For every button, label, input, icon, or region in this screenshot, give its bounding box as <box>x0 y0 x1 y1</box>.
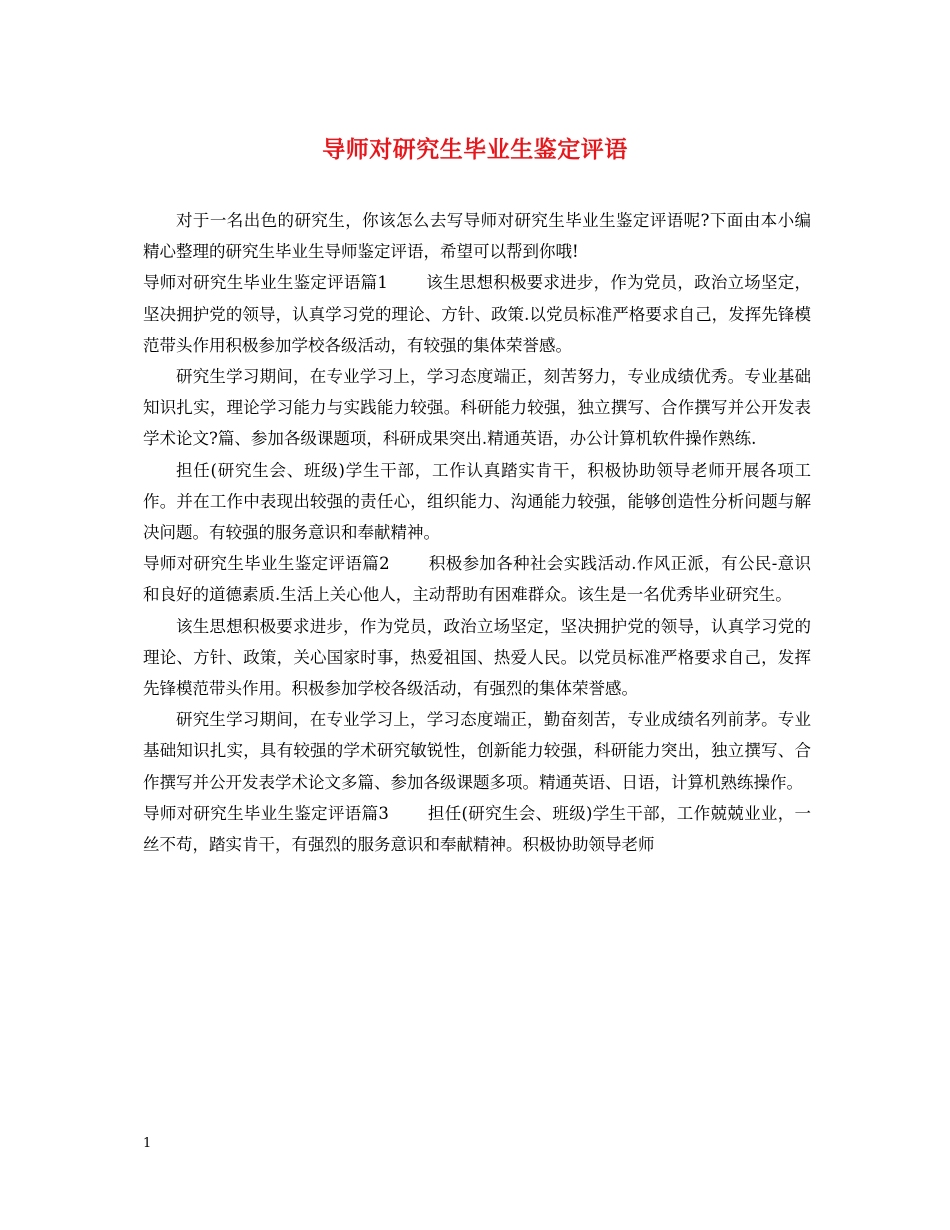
study-paragraph-2 <box>143 704 811 798</box>
study-paragraph <box>143 361 811 455</box>
section-1-paragraph <box>143 267 811 361</box>
intro-paragraph <box>143 205 811 267</box>
section-heading: 导师对研究生毕业生鉴定评语篇2 <box>143 554 390 574</box>
paragraph-text: 担任(研究生会、班级)学生干部，工作兢兢业业，一丝不苟，踏实肯干，有强烈的服务意识和奉献精神。积极协助领导老师 <box>143 803 812 855</box>
paragraph-text: 积极参加各种社会实践活动.作风正派，有公民-意识和良好的道德素质.生活上关心他人，主动帮助有困难群众。该生是一名优秀毕业研究生。 <box>143 554 812 605</box>
document-body <box>143 205 811 860</box>
section-heading: 导师对研究生毕业生鉴定评语篇3 <box>143 803 389 823</box>
paragraph-text: 该生思想积极要求进步，作为党员，政治立场坚定，坚决拥护党的领导，认真学习党的理论、方针、政策.以党员标准严格要求自己，发挥先锋模范带头作用积极参加学校各级活动，有较强的集体荣誉感。 <box>143 273 812 355</box>
cadre-paragraph <box>143 455 811 549</box>
paragraph-text: 研究生学习期间，在专业学习上，学习态度端正，刻苦努力，专业成绩优秀。专业基础知识扎实，理论学习能力与实践能力较强。科研能力较强，独立撰写、合作撰写并公开发表学术论文?篇、参加各级课题项，科研成果突出.精通英语，办公计算机软件操作熟练. <box>143 367 811 449</box>
paragraph-text: 该生思想积极要求进步，作为党员，政治立场坚定，坚决拥护党的领导，认真学习党的理论、方针、政策，关心国家时事，热爱祖国、热爱人民。以党员标准严格要求自己，发挥先锋模范带头作用。积极参加学校各级活动，有强烈的集体荣誉感。 <box>143 616 811 699</box>
section-heading: 导师对研究生毕业生鉴定评语篇1 <box>143 273 388 293</box>
paragraph-text: 担任(研究生会、班级)学生干部，工作认真踏实肯干，积极协助领导老师开展各项工作。并在工作中表现出较强的责任心，组织能力、沟通能力较强，能够创造性分析问题与解决问题。有较强的服务意识和奉献精神。 <box>143 460 811 543</box>
page-number: 1 <box>143 1136 152 1151</box>
paragraph-text: 研究生学习期间，在专业学习上，学习态度端正，勤奋刻苦，专业成绩名列前茅。专业基础知识扎实，具有较强的学术研究敏锐性，创新能力较强，科研能力突出，独立撰写、合作撰写并公开发表学术论文多篇、参加各级课题多项。精通英语、日语，计算机熟练操作。 <box>143 710 811 792</box>
paragraph-text: 对于一名出色的研究生，你该怎么去写导师对研究生毕业生鉴定评语呢?下面由本小编精心整理的研究生毕业生导师鉴定评语，希望可以帮到你哦! <box>143 211 811 262</box>
section-3-paragraph <box>143 798 811 860</box>
section-2-paragraph <box>143 548 811 610</box>
document-title: 导师对研究生毕业生鉴定评语 <box>322 136 628 163</box>
ideology-paragraph <box>143 611 811 705</box>
